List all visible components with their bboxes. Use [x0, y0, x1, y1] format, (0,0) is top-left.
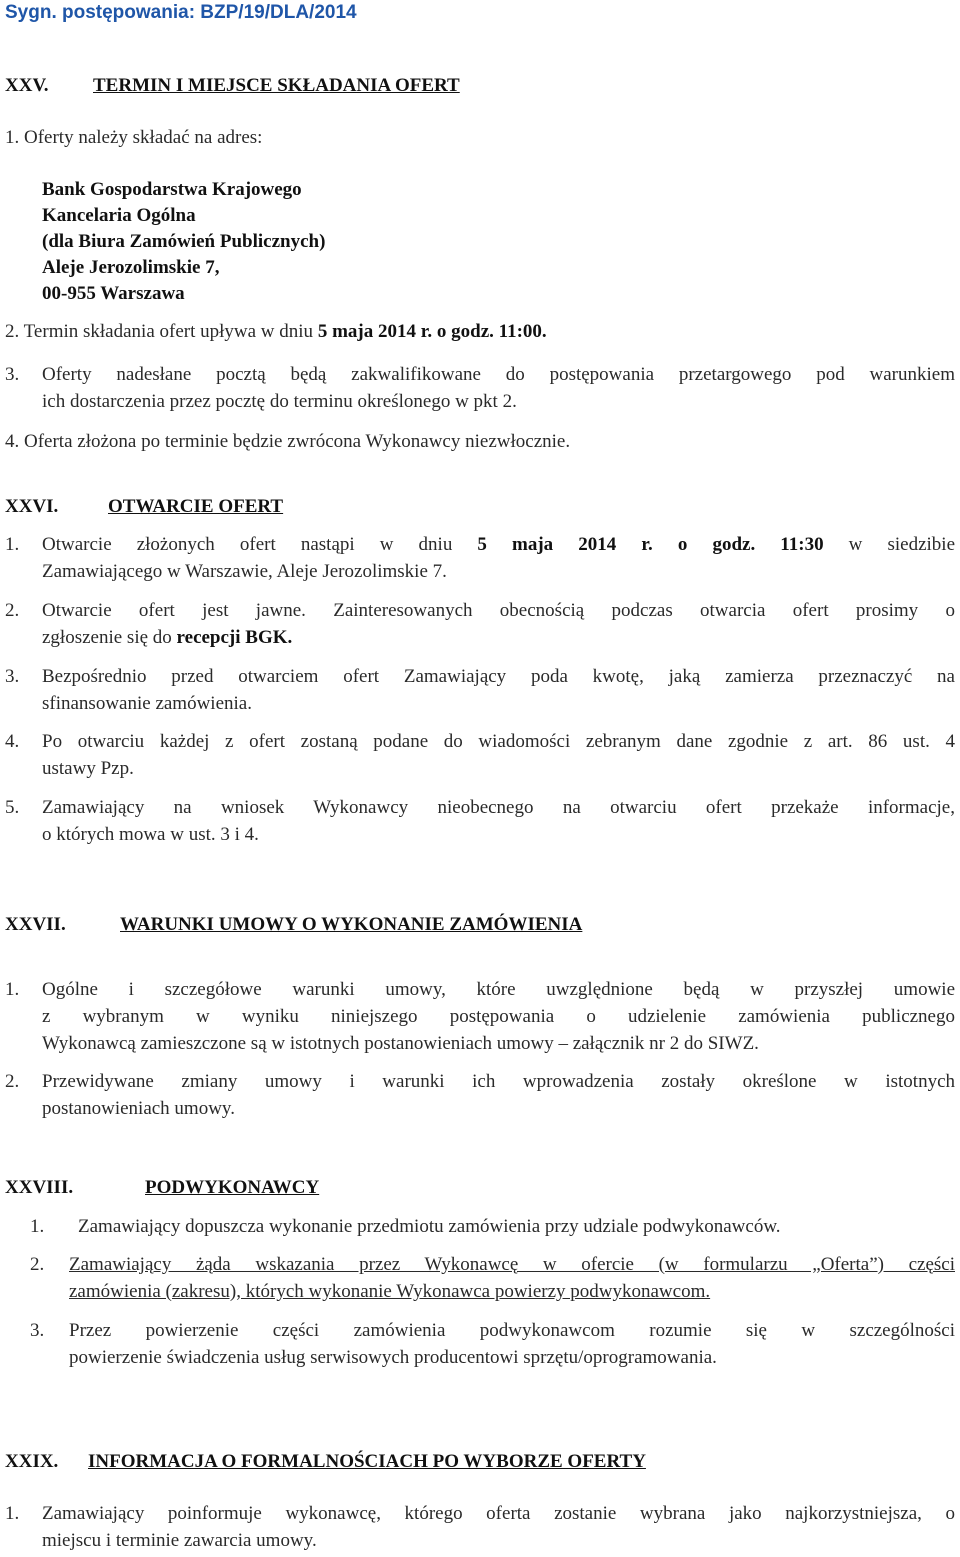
item-number: 1. — [30, 1216, 45, 1237]
section-title: OTWARCIE OFERT — [108, 496, 284, 517]
section-number: XXIX. — [5, 1451, 59, 1472]
paragraph-line: Przewidywane zmiany umowy i warunki ich wprowadzenia zostały określone w istotnych — [42, 1071, 955, 1092]
section-number: XXVII. — [5, 914, 66, 935]
item-number: 2. — [5, 600, 20, 621]
paragraph-line: Oferty nadesłane pocztą będą zakwalifikowane do postępowania przetargowego pod warunkiem — [42, 364, 955, 385]
item-number: 4. — [5, 731, 20, 752]
section-number: XXVI. — [5, 496, 59, 517]
paragraph-line: Wykonawcą zamieszczone są w istotnych postanowieniach umowy – załącznik nr 2 do SIWZ. — [42, 1033, 759, 1054]
paragraph-line: miejscu i terminie zawarcia umowy. — [42, 1530, 317, 1551]
item-number: 5. — [5, 797, 20, 818]
section-number: XXVIII. — [5, 1177, 74, 1198]
paragraph-line: ustawy Pzp. — [42, 758, 134, 779]
paragraph-line: Zamawiającego w Warszawie, Aleje Jerozolimskie 7. — [42, 561, 447, 582]
section-title: PODWYKONAWCY — [145, 1177, 320, 1198]
list-item: 1. Oferty należy składać na adres: — [5, 127, 263, 148]
paragraph-line: Bezpośrednio przed otwarciem ofert Zamawiający poda kwotę, jaką zamierza przeznaczyć na — [42, 666, 955, 687]
paragraph-line: o których mowa w ust. 3 i 4. — [42, 824, 259, 845]
list-item: 4. Oferta złożona po terminie będzie zwrócona Wykonawcy niezwłocznie. — [5, 431, 571, 452]
paragraph-line: Zamawiający na wniosek Wykonawcy nieobecnego na otwarciu ofert przekaże informacje, — [42, 797, 955, 818]
item-number: 2. — [30, 1254, 45, 1275]
paragraph-line: zgłoszenie się do recepcji BGK. — [42, 627, 293, 648]
paragraph-line: zamówienia (zakresu), których wykonanie Wykonawca powierzy podwykonawcom. — [69, 1281, 711, 1302]
paragraph-line: powierzenie świadczenia usług serwisowych producentowi sprzętu/oprogramowania. — [69, 1347, 717, 1368]
address-line: Aleje Jerozolimskie 7, — [42, 257, 220, 278]
item-number: 3. — [5, 364, 20, 385]
paragraph-line: Przez powierzenie części zamówienia podwykonawcom rozumie się w szczególności — [69, 1320, 955, 1341]
item-number: 3. — [5, 666, 20, 687]
paragraph-line: sfinansowanie zamówienia. — [42, 693, 252, 714]
item-number: 1. — [5, 1503, 20, 1524]
paragraph-line: Otwarcie ofert jest jawne. Zainteresowanych obecnością podczas otwarcia ofert prosimy o — [42, 600, 955, 621]
section-title: INFORMACJA O FORMALNOŚCIACH PO WYBORZE OFERTY — [88, 1451, 646, 1472]
paragraph-line: Zamawiający dopuszcza wykonanie przedmiotu zamówienia przy udziale podwykonawców. — [78, 1216, 781, 1237]
item-number: 1. — [5, 979, 20, 1000]
item-number: 3. — [30, 1320, 45, 1341]
section-title: WARUNKI UMOWY O WYKONANIE ZAMÓWIENIA — [120, 914, 583, 935]
list-item: 2. Termin składania ofert upływa w dniu 5 maja 2014 r. o godz. 11:00. — [5, 321, 547, 342]
address-line: 00-955 Warszawa — [42, 283, 185, 304]
paragraph-line: Ogólne i szczegółowe warunki umowy, które uwzględnione będą w przyszłej umowie — [42, 979, 955, 1000]
case-reference: Sygn. postępowania: BZP/19/DLA/2014 — [5, 2, 357, 23]
paragraph-line: Zamawiający żąda wskazania przez Wykonawcę w ofercie (w formularzu „Oferta”) części — [69, 1254, 955, 1275]
address-line: Kancelaria Ogólna — [42, 205, 196, 226]
paragraph-line: ich dostarczenia przez pocztę do terminu określonego w pkt 2. — [42, 391, 517, 412]
address-line: Bank Gospodarstwa Krajowego — [42, 179, 302, 200]
section-number: XXV. — [5, 75, 49, 96]
paragraph-line: postanowieniach umowy. — [42, 1098, 235, 1119]
paragraph-line: Otwarcie złożonych ofert nastąpi w dniu 5 maja 2014 r. o godz. 11:30 w siedzibie — [42, 534, 956, 555]
address-line: (dla Biura Zamówień Publicznych) — [42, 231, 326, 252]
paragraph-line: Po otwarciu każdej z ofert zostaną podane do wiadomości zebranym dane zgodnie z art. 86 ust. 4 — [42, 731, 955, 752]
item-number: 2. — [5, 1071, 20, 1092]
paragraph-line: z wybranym w wyniku niniejszego postępowania o udzielenie zamówienia publicznego — [42, 1006, 955, 1027]
paragraph-line: Zamawiający poinformuje wykonawcę, którego oferta zostanie wybrana jako najkorzystniejsza, o — [42, 1503, 955, 1524]
item-number: 1. — [5, 534, 20, 555]
section-title: TERMIN I MIEJSCE SKŁADANIA OFERT — [93, 75, 460, 96]
